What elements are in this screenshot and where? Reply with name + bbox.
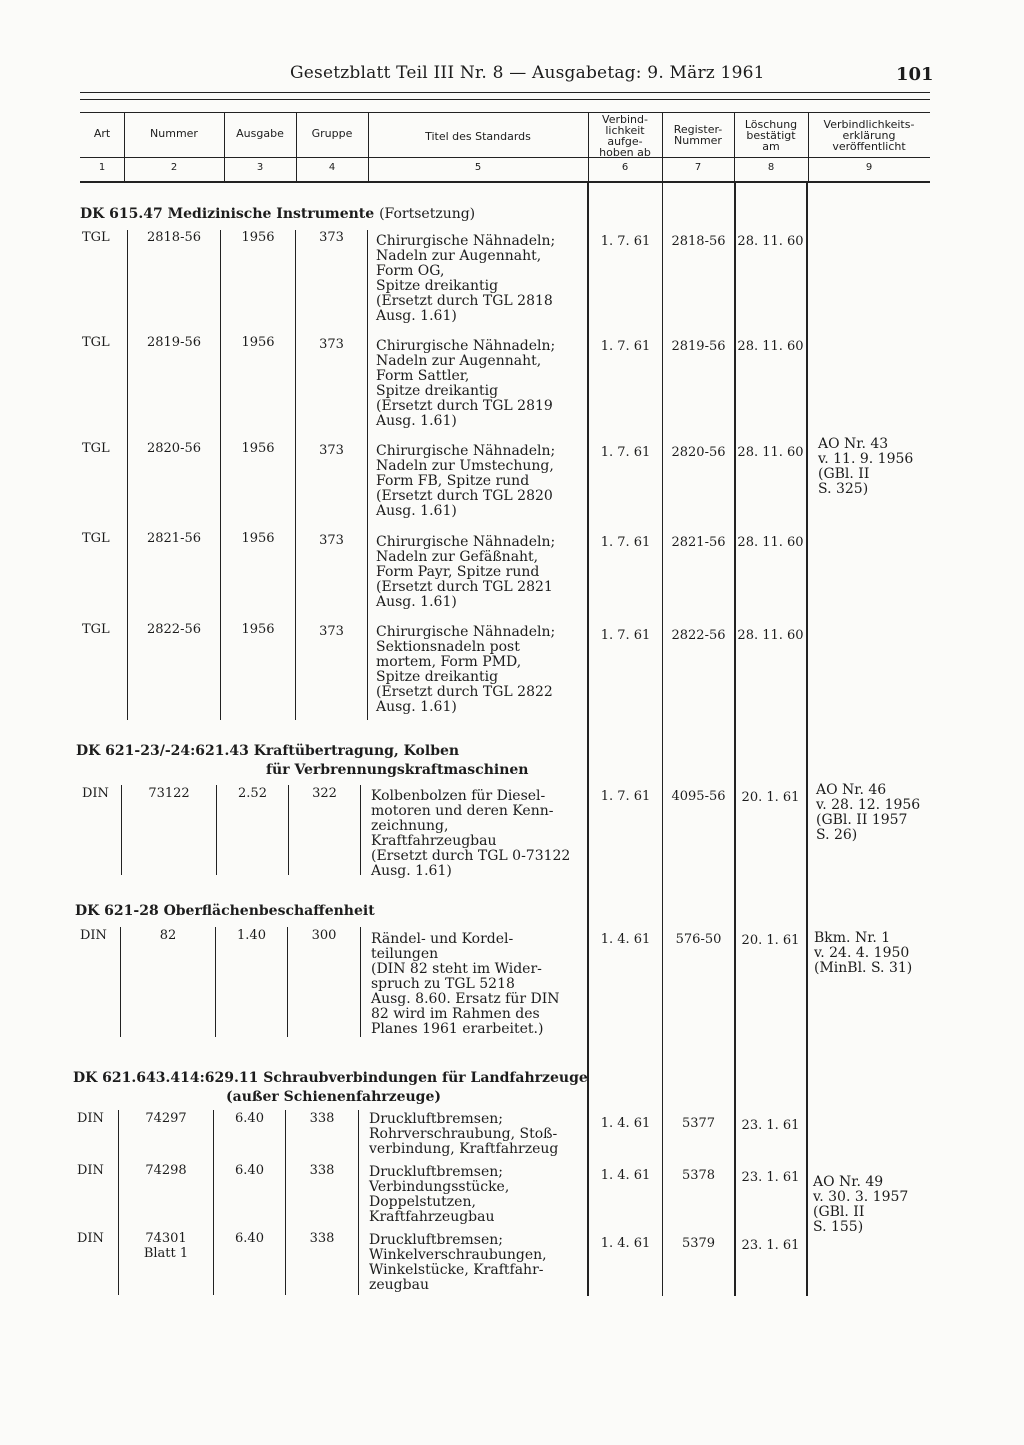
col-number: 2: [170, 162, 178, 173]
col-header-nummer: Nummer: [150, 127, 198, 140]
col-number: 3: [256, 162, 264, 173]
col-header-ausgabe: Ausgabe: [236, 127, 284, 140]
verbindlichkeit-note: Bkm. Nr. 1 v. 24. 4. 1950 (MinBl. S. 31): [814, 930, 913, 976]
col-number: 7: [694, 162, 702, 173]
header-rule: [80, 92, 930, 93]
col-number: 8: [767, 162, 775, 173]
header-rule-2: [80, 99, 930, 100]
col-number: 9: [865, 162, 873, 173]
col-number: 4: [328, 162, 336, 173]
section-heading-continued: (außer Schienenfahrzeuge): [226, 1089, 441, 1105]
col-header-register: Register- Nummer: [673, 123, 723, 147]
page-header-title: Gesetzblatt Teil III Nr. 8 — Ausgabetag: 9. März 1961: [290, 63, 765, 83]
section-heading: DK 621-28 Oberflächenbeschaffenheit: [75, 903, 375, 919]
verbindlichkeit-note: AO Nr. 46 v. 28. 12. 1956 (GBl. II 1957 S. 26): [816, 782, 921, 843]
col-header-aufgehoben: Verbind- lichkeit aufge- hoben ab: [599, 113, 651, 159]
page-number: 101: [896, 64, 934, 85]
verbindlichkeit-note: AO Nr. 49 v. 30. 3. 1957 (GBl. II S. 155): [813, 1174, 909, 1235]
col-header-verbindlichkeit: Verbindlichkeits- erklärung veröffentlicht: [823, 118, 915, 153]
col-header-art: Art: [93, 127, 111, 140]
col-number: 1: [98, 162, 106, 173]
col-header-titel: Titel des Standards: [425, 130, 531, 143]
section-heading-continued: für Verbrennungskraftmaschinen: [266, 762, 529, 778]
section-heading: DK 621-23/-24:621.43 Kraftübertragung, Kolben: [76, 743, 460, 759]
section-heading: DK 615.47 Medizinische Instrumente (Fortsetzung): [80, 206, 476, 222]
col-header-gruppe: Gruppe: [311, 127, 353, 140]
col-number: 6: [621, 162, 629, 173]
verbindlichkeit-note: AO Nr. 43 v. 11. 9. 1956 (GBl. II S. 325): [818, 436, 914, 497]
section-heading: DK 621.643.414:629.11 Schraubverbindungen für Landfahrzeuge: [73, 1070, 588, 1086]
col-header-loeschung: Löschung bestätigt am: [744, 118, 798, 153]
col-number: 5: [474, 162, 482, 173]
